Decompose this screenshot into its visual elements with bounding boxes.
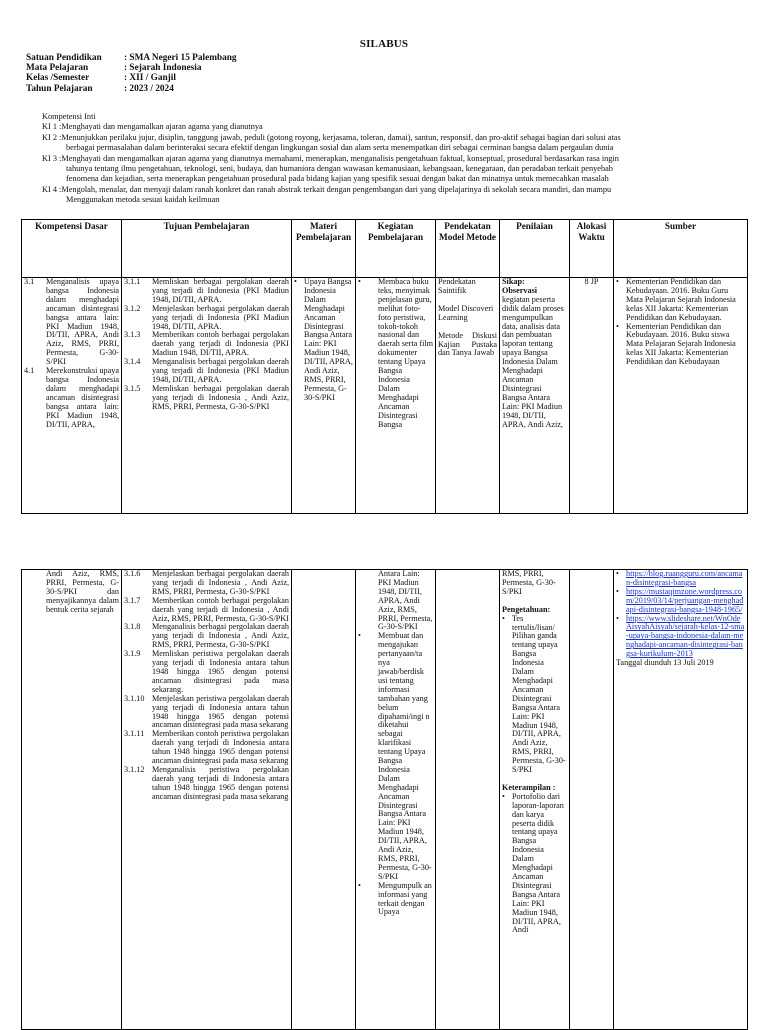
item-text: Membaca buku teks, menyimak penjelasan guru, melihat foto-foto peristiwa, tokoh-tokoh nasional dan daerah serta film dokumenter tentang Upaya Bangsa Indonesia Dalam Menghadapi Ancaman Disintegrasi Bangsa [378, 277, 434, 429]
item-text: Menganalisis berbagai pergolakan daerah yang terjadi di Indonesia (PKI Madiun 1948, DI/TII, APRA. [152, 357, 289, 384]
item-text: Merekonstruksi upaya bangsa Indonesia dalam menghadapi ancaman disintegrasi bangsa antara lain: PKI Madiun 1948, DI/TII, APRA, [46, 366, 119, 429]
list-item [124, 358, 289, 385]
materi-cell [292, 278, 356, 514]
item-number: 3.1 [24, 277, 35, 286]
kegiatan-cell [356, 570, 436, 1030]
item-text: Memberikan contoh berbagai pergolakan daerah yang terjadi di Indonesia (PKI Madiun 1948, DI/TII, APRA. [152, 330, 289, 358]
bullet-icon: • [616, 613, 619, 623]
source-link[interactable]: https://mustaqimzone.wordpress.com/2019/03/14/perjuangan-menghadapi-disintegrasi-bangsa-1948-1965/ [626, 586, 744, 614]
pendekatan-text: Pendekatan Saintifik [438, 277, 476, 295]
table-row [22, 570, 748, 1030]
item-text: Membuat dan mengajukan pertanyaan/ta nya jawab/berdisk usi tentang informasi tambahan yang belum dipahami/ingi n diketahui sebagai klarifikasi tentang Upaya Bangsa Indonesia Dalam Menghadapi Ancaman Disintegrasi Bangsa Antara Lain: PKI Madiun 1948, DI/TII, APRA, Andi Aziz, RMS, PRRI, Permesta, G-30-S/PKI [378, 631, 432, 881]
item-text: Mengumpulk an informasi yang terkait dengan Upaya [378, 880, 432, 917]
bullet-icon: • [358, 631, 361, 641]
list-item [358, 632, 433, 881]
table-header-row [22, 220, 748, 278]
list-item [124, 766, 289, 802]
item-number: 3.1.9 [124, 649, 141, 659]
list-item [124, 278, 289, 305]
alokasi-cell [570, 570, 614, 1030]
ki-heading: Kompetensi Inti [42, 112, 96, 121]
list-item [616, 570, 745, 588]
item-number: 3.1.4 [124, 357, 141, 367]
download-date: Tanggal diunduh 13 Juli 2019 [616, 658, 714, 668]
kd-cell [22, 570, 122, 1030]
item-text: Menganalisis upaya bangsa Indonesia dalam menghadapi ancaman disintegrasi bangsa antara lain: PKI Madiun 1948, DI/TII, APRA, Andi Aziz, RMS, PRRI, Permesta, G-30-S/PKI [46, 277, 119, 367]
list-item [124, 650, 289, 695]
meta-key: Tahun Pelajaran [26, 83, 93, 94]
item-text: Menjelaskan berbagai pergolakan daerah yang terjadi di Indonesia (PKI Madiun 1948, DI/TII, APRA. [152, 303, 289, 331]
item-text: Menjelaskan berbagai pergolakan daerah yang terjadi di Indonesia , Andi Aziz, RMS, PRRI, Permesta, G-30-S/PKI [152, 569, 289, 596]
bullet-icon: • [616, 586, 619, 596]
meta-row [26, 73, 237, 83]
list-item [616, 323, 745, 368]
penilaian-heading: Pengetahuan: [502, 604, 551, 614]
identity-block [26, 53, 237, 94]
meta-value: : SMA Negeri 15 Palembang [124, 53, 237, 63]
list-item [502, 793, 567, 936]
tujuan-cell [122, 570, 292, 1030]
penilaian-cell [500, 570, 570, 1030]
item-number: 3.1.10 [124, 693, 145, 703]
alokasi-value: 8 JP [584, 277, 599, 286]
ki-text: Menghayati dan mengamalkan ajaran agama yang dianutnya [61, 122, 263, 132]
ki-text: Menggunakan metoda sesuai kaidah keilmuan [66, 195, 220, 205]
item-text: Andi Aziz, RMS, PRRI, Permesta, G-30-S/PKI dan menyajikannya dalam bentuk cerita sejarah [46, 569, 119, 614]
bullet-icon: • [616, 569, 619, 578]
bullet-icon: • [502, 613, 505, 623]
header-materi: Materi Pembelajaran [292, 220, 356, 278]
penilaian-text: RMS, PRRI, Permesta, G-30-S/PKI [502, 569, 556, 596]
ki-text: Menunjukkan perilaku jujur, disiplin, tanggung jawab, peduli (gotong royong, kerjasama, toleran, damai), santun, responsif, dan pro-aktif sebagai bagian dari solusi atas [61, 132, 621, 142]
item-number: 3.1.5 [124, 383, 141, 393]
meta-key: Mata Pelajaran [26, 63, 89, 74]
kd-cell [22, 278, 122, 514]
item-text: Portofolio dari laporan-laporan dan karya peserta didik tentang upaya Bangsa Indonesia Dalam Menghadapi Ancaman Disintegrasi Bangsa Antara Lain: PKI Madiun 1948, DI/TII, APRA, Andi [512, 791, 564, 935]
list-item [616, 588, 745, 615]
ki-text: Menghayati dan mengamalkan ajaran agama yang dianutnya memahami, menerapkan, menganalisis pengetahuan faktual, konseptual, prosedural berdasarkan rasa ingin [61, 153, 619, 163]
tujuan-cell [122, 278, 292, 514]
sumber-cell [614, 570, 748, 1030]
meta-value: : Sejarah Indonesia [124, 63, 202, 74]
list-item [124, 623, 289, 650]
pendekatan-text: Model Discoveri Learning [438, 303, 494, 322]
syllabus-table-page-1 [21, 219, 748, 514]
meta-key: Kelas /Semester [26, 73, 90, 84]
bullet-icon: • [294, 277, 297, 286]
document-title: SILABUS [359, 38, 409, 50]
list-item [358, 278, 433, 429]
penilaian-text: kegiatan peserta didik dalam proses mengumpulkan data, analisis data dan pembuatan laporan tentang upaya Bangsa Indonesia Dalam Menghadapi Ancaman Disintegrasi Bangsa Antara Lain: PKI Madiun 1948, DI/TII, APRA, Andi Aziz, [502, 294, 564, 429]
header-penilaian: Penilaian [500, 220, 570, 278]
penilaian-heading: Sikap: [502, 277, 525, 286]
bullet-icon: • [616, 321, 619, 331]
source-link[interactable]: https://www.slideshare.net/WnOdeAisyahAisyah/sejarah-kelas-12-sma-upaya-bangsa-indonesia-dalam-menghadapi-ancaman-disintegrasi-bangsa-kurikulum-2013 [626, 613, 745, 659]
bullet-icon: • [502, 791, 505, 801]
kegiatan-cell [356, 278, 436, 514]
item-text: Menganalisis berbagai pergolakan daerah yang terjadi di Indonesia , Andi Aziz, RMS, PRRI, Permesta, G-30-S/PKI [152, 622, 289, 650]
item-text: Kementerian Pendidikan dan Kebudayaan. 2016. Buku Guru Mata Pelajaran Sejarah Indonesia kelas XII Jakarta: Kementerian Pendidikan dan Kebudayaan. [626, 277, 736, 322]
bullet-icon: • [616, 277, 619, 286]
list-item [124, 730, 289, 766]
item-text: Memberikan contoh berbagai pergolakan daerah yang terjadi di Indonesia , Andi Aziz, RMS, PRRI, Permesta, G-30-S/PKI [152, 595, 289, 623]
item-text: Menjelaskan peristiwa pergolakan daerah yang terjadi di Indonesia antara tahun 1948 hingga 1965 dengan potensi ancaman disintegrasi pada masa sekarang [152, 693, 289, 730]
list-item [616, 278, 745, 323]
meta-row [26, 84, 237, 94]
item-text: Memliskan berbagai pergolakan daerah yang terjadi di Indonesia (PKI Madiun 1948, DI/TII, APRA. [152, 277, 289, 304]
header-kompetensi-dasar: Kompetensi Dasar [22, 220, 122, 278]
meta-value: : 2023 / 2024 [124, 83, 174, 94]
list-item [124, 597, 289, 624]
pendekatan-text: Metode Diskusi Kajian Pustaka dan Tanya Jawab [438, 330, 497, 358]
header-alokasi: Alokasi Waktu [570, 220, 614, 278]
ki-text: tahunya tentang ilmu pengetahuan, teknologi, seni, budaya, dan humaniora dengan wawasan kemanusiaan, kebangsaan, kenegaraan, dan peradaban terkait penyebab [66, 164, 613, 174]
item-number: 3.1.11 [124, 729, 145, 739]
list-item [616, 615, 745, 660]
meta-row [26, 53, 237, 63]
ki-text: Mengolah, menalar, dan menyaji dalam ranah konkret dan ranah abstrak terkait dengan pengembangan dari yang dipelajarinya di sekolah secara mandiri, dan mampu [61, 184, 612, 194]
item-text: Memliskan berbagai pergolakan daerah yang terjadi di Indonesia , Andi Aziz, RMS, PRRI, Permesta, G-30-S/PKI [152, 383, 289, 411]
materi-cell [292, 570, 356, 1030]
syllabus-table-page-2 [21, 569, 748, 1030]
sumber-cell [614, 278, 748, 514]
item-number: 3.1.12 [124, 764, 145, 774]
list-item [124, 695, 289, 731]
source-link[interactable]: https://blog.ruangguru.com/ancaman-disintegrasi-bangsa [626, 569, 743, 587]
item-text: Upaya Bangsa Indonesia Dalam Menghadapi Ancaman Disintegrasi Bangsa Antara Lain: PKI Madiun 1948, DI/TII, APRA, Andi Aziz, RMS, PRRI, Permesta, G-30-S/PKI [304, 277, 353, 402]
penilaian-cell [500, 278, 570, 514]
header-kegiatan: Kegiatan Pembelajaran [356, 220, 436, 278]
ki-code: KI 3 : [42, 153, 62, 163]
item-text: Tes tertulis/lisan/ Pilihan ganda tentang upaya Bangsa Indonesia Dalam Menghadapi Ancaman Disintegrasi Bangsa Antara Lain: PKI Madiun 1948, DI/TII, APRA, Andi Aziz, RMS, PRRI, Permesta, G-30-S/PKI [512, 613, 566, 775]
table-row [22, 278, 748, 514]
ki-text: berbagai permasalahan dalam berinteraksi secara efektif dengan lingkungan sosial dan alam serta menempatkan diri sebagai cerminan bangsa dalam pergaulan dunia [66, 143, 614, 153]
pendekatan-cell [436, 278, 500, 514]
ki-code: KI 1 : [42, 122, 62, 132]
item-number: 3.1.2 [124, 303, 141, 313]
item-text: Antara Lain: PKI Madiun 1948, DI/TII, APRA, Andi Aziz, RMS, PRRI, Permesta, G-30-S/PKI [378, 569, 433, 632]
meta-row [26, 63, 237, 73]
penilaian-heading: Keterampilan : [502, 782, 556, 792]
item-text: Menganalisis peristiwa pergolakan daerah yang terjadi di Indonesia antara tahun 1948 hingga 1965 dengan potensi ancaman disintegrasi pada masa sekarang [152, 764, 289, 801]
list-item [24, 367, 119, 429]
list-item [502, 615, 567, 775]
item-number: 3.1.1 [124, 277, 141, 286]
ki-code: KI 2 : [42, 132, 62, 142]
item-number: 3.1.6 [124, 569, 141, 578]
list-item [124, 305, 289, 332]
meta-key: Satuan Pendidikan [26, 53, 102, 63]
list-item [124, 331, 289, 358]
item-text: Memliskan peristiwa pergolakan daerah yang terjadi di Indonesia antara tahun 1948 hingga 1965 dengan potensi ancaman disintegrasi pada masa sekarang. [152, 649, 289, 694]
item-number: 3.1.8 [124, 622, 141, 632]
item-number: 4.1 [24, 366, 35, 376]
list-item [124, 385, 289, 412]
list-item [24, 278, 119, 367]
list-item [124, 570, 289, 597]
penilaian-heading: Observasi [502, 285, 538, 295]
list-item [294, 278, 353, 403]
bullet-icon: • [358, 880, 361, 890]
ki-code: KI 4 : [42, 184, 62, 194]
kompetensi-inti [42, 112, 747, 206]
item-number: 3.1.7 [124, 595, 141, 605]
header-tujuan: Tujuan Pembelajaran [122, 220, 292, 278]
pendekatan-cell [436, 570, 500, 1030]
item-text: Kementerian Pendidikan dan Kebudayaan. 2016. Buku siswa Mata Pelajaran Sejarah Indonesia kelas XII Jakarta: Kementerian Pendidikan dan Kebudayaan [626, 321, 736, 367]
ki-text: fenomena dan kejadian, serta menerapkan pengetahuan prosedural pada bidang kajian yang spesifik sesuai dengan bakat dan minatnya untuk memecahkan masalah [66, 174, 609, 184]
list-item [358, 882, 433, 918]
item-number: 3.1.3 [124, 330, 141, 340]
item-text: Memberikan contoh peristiwa pergolakan daerah yang terjadi di Indonesia antara tahun 1948 hingga 1965 dengan potensi ancaman disintegrasi pada masa sekarang [152, 729, 289, 766]
bullet-icon: • [358, 277, 361, 286]
alokasi-cell [570, 278, 614, 514]
header-sumber: Sumber [614, 220, 748, 278]
header-pendekatan: Pendekatan Model Metode [436, 220, 500, 278]
meta-value: : XII / Ganjil [124, 73, 176, 84]
